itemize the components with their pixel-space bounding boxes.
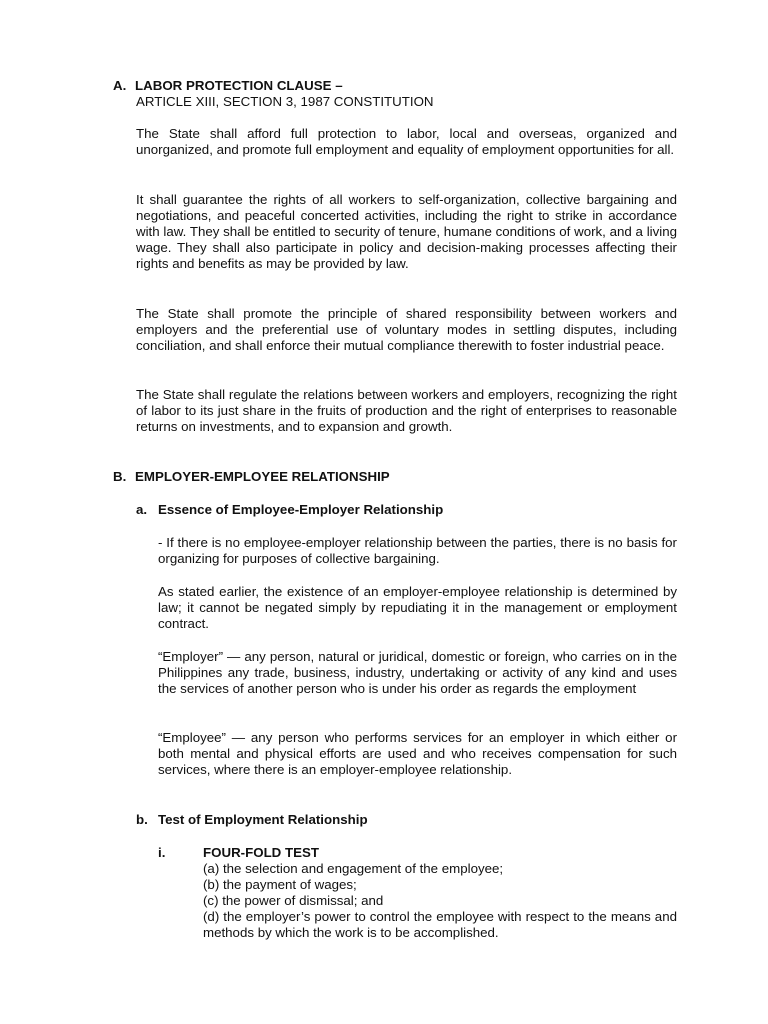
list-item: (c) the power of dismissal; and: [203, 893, 384, 909]
list-item: (b) the payment of wages;: [203, 877, 357, 893]
four-fold-test-title: FOUR-FOLD TEST: [203, 845, 319, 860]
subsection-b-heading: [136, 812, 368, 828]
four-fold-test-heading: [158, 845, 319, 861]
section-b-number: B.: [113, 469, 127, 484]
section-a-paragraph-3: The State shall promote the principle of shared responsibility between workers and employers and the preferential use of voluntary modes in settling disputes, including conciliation, and shall enforce their mutual compliance therewith to foster industrial peace.: [136, 306, 677, 354]
section-a-paragraph-1: The State shall afford full protection to labor, local and overseas, organized and unorganized, and promote full employment and equality of employment opportunities for all.: [136, 126, 677, 158]
subsection-a-title: Essence of Employee-Employer Relationship: [158, 502, 444, 517]
section-a-heading: [113, 78, 343, 94]
subsection-a-number: a.: [136, 502, 148, 517]
section-a-title: LABOR PROTECTION CLAUSE –: [135, 78, 343, 93]
section-a-paragraph-4: The State shall regulate the relations between workers and employers, recognizing the right of labor to its just share in the fruits of production and the right of enterprises to reasonable returns on investments, and to expansion and growth.: [136, 387, 677, 435]
section-a-number: A.: [113, 78, 127, 93]
four-fold-test-list: [203, 861, 677, 941]
section-b-title: EMPLOYER-EMPLOYEE RELATIONSHIP: [135, 469, 390, 484]
subsection-b-number: b.: [136, 812, 148, 827]
section-b-heading: [113, 469, 390, 485]
list-item: (d) the employer’s power to control the employee with respect to the means and methods by which the work is to be accomplished.: [203, 909, 677, 941]
subsection-b-title: Test of Employment Relationship: [158, 812, 368, 827]
subsection-a-paragraph-2: As stated earlier, the existence of an employer-employee relationship is determined by law; it cannot be negated simply by repudiating it in the management or employment contract.: [158, 584, 677, 632]
employer-definition: “Employer” — any person, natural or juridical, domestic or foreign, who carries on in the Philippines any trade, business, industry, undertaking or activity of any kind and uses the services of another person who is under his order as regards the employment: [158, 649, 677, 697]
list-item: (a) the selection and engagement of the employee;: [203, 861, 504, 876]
roman-number: i.: [158, 845, 166, 860]
employee-definition: “Employee” — any person who performs services for an employer in which either or both mental and physical efforts are used and who receives compensation for such services, where there is an employer-employee relationship.: [158, 730, 677, 778]
subsection-a-paragraph-1: - If there is no employee-employer relationship between the parties, there is no basis for organizing for purposes of collective bargaining.: [158, 535, 677, 567]
subsection-a-heading: [136, 502, 443, 518]
section-a-paragraph-2: It shall guarantee the rights of all workers to self-organization, collective bargaining and negotiations, and peaceful concerted activities, including the right to strike in accordance with law. They shall be entitled to security of tenure, humane conditions of work, and a living wage. They shall also participate in policy and decision-making processes affecting their rights and benefits as may be provided by law.: [136, 192, 677, 272]
section-a-subtitle: ARTICLE XIII, SECTION 3, 1987 CONSTITUTION: [136, 94, 434, 109]
